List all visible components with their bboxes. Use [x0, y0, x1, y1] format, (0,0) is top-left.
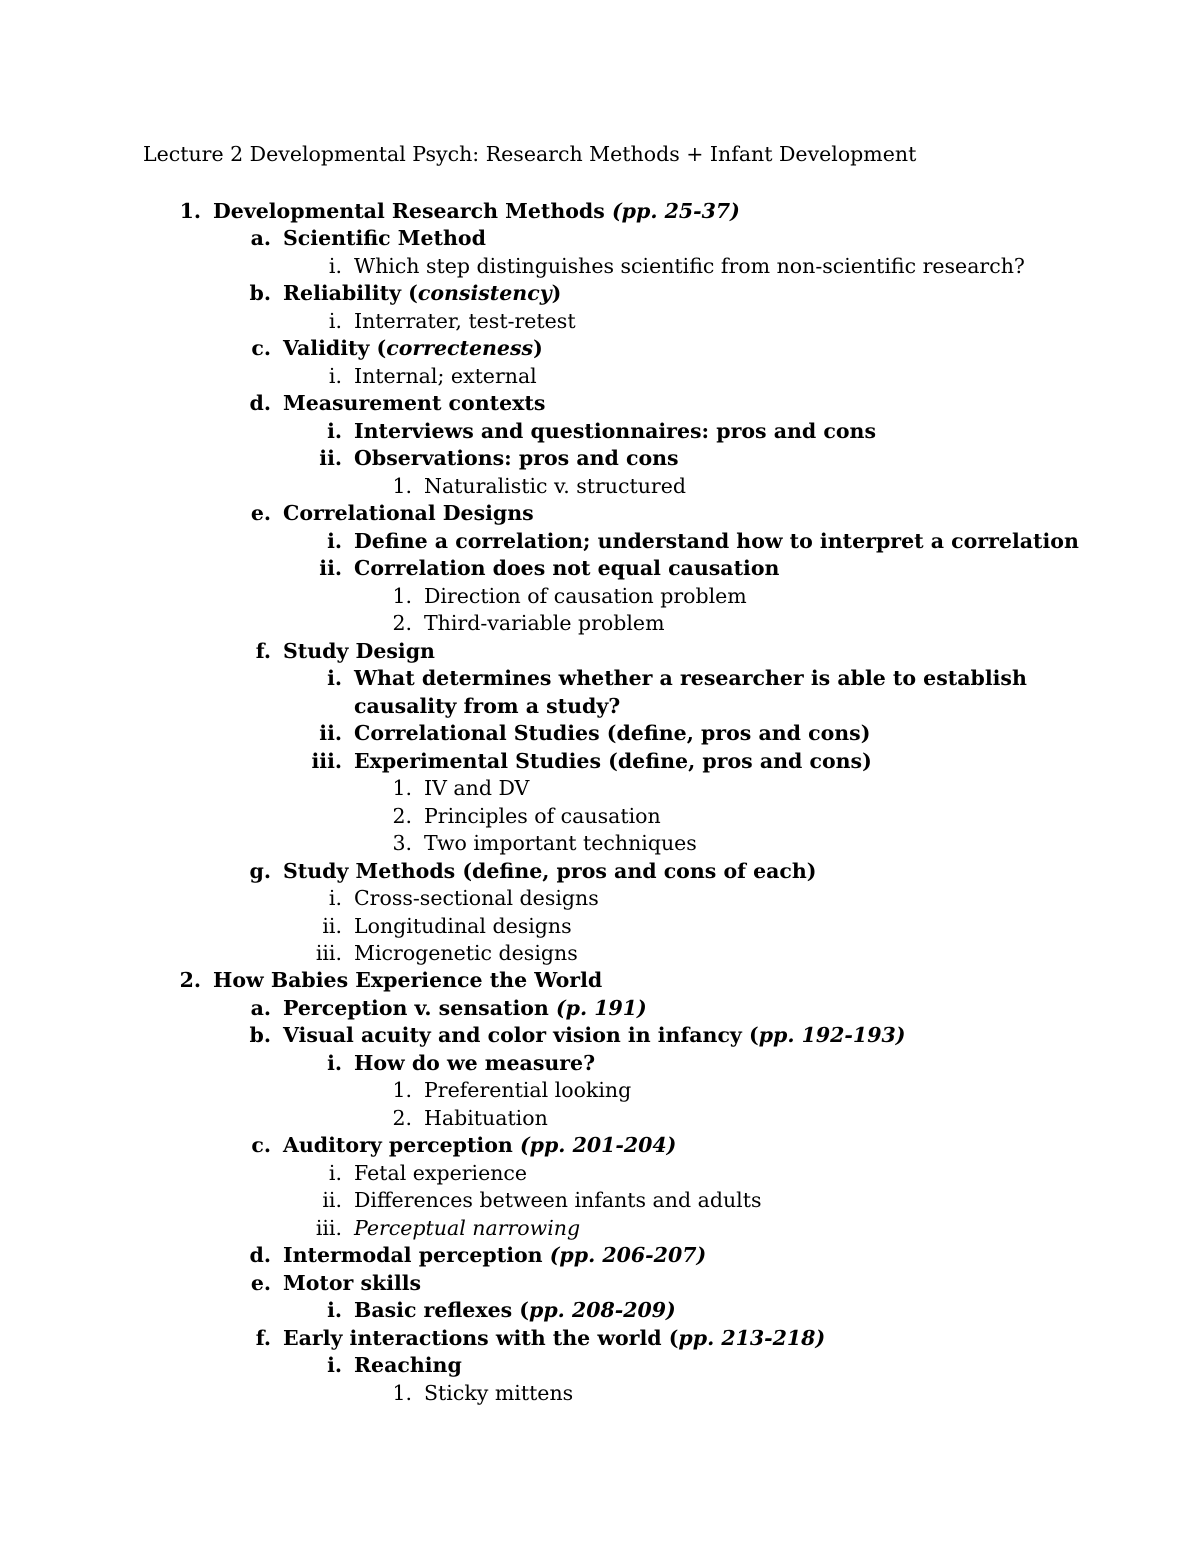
- outline-item-s1-f-ii: [284, 720, 870, 748]
- item-label: Interrater, test-retest: [354, 309, 576, 333]
- outline-item-s1-f-i-continuation: causality from a study?: [354, 694, 621, 718]
- item-number: 1.: [392, 584, 412, 608]
- item-label: Longitudinal designs: [354, 914, 572, 938]
- item-label: Microgenetic designs: [354, 941, 578, 965]
- item-label: Reaching: [354, 1353, 462, 1377]
- item-letter: a.: [250, 226, 271, 250]
- item-label: Differences between infants and adults: [354, 1188, 762, 1212]
- page-reference: pp. 208-209): [529, 1298, 676, 1322]
- item-numeral: i.: [327, 419, 342, 443]
- item-label: Two important techniques: [424, 831, 697, 855]
- item-numeral: i.: [328, 1161, 342, 1185]
- item-label: Auditory perception: [283, 1133, 520, 1157]
- outline-item-s2: [143, 967, 602, 995]
- item-label: Perception v. sensation: [283, 996, 556, 1020]
- outline-item-s1-g-iii: [284, 940, 578, 968]
- outline-item-s1-e-ii-2: [354, 610, 665, 638]
- item-number: 1.: [179, 199, 201, 223]
- item-numeral: i.: [327, 1298, 342, 1322]
- item-numeral: ii.: [319, 446, 342, 470]
- item-letter: b.: [249, 281, 271, 305]
- item-numeral: i.: [327, 1051, 342, 1075]
- page-title: Lecture 2 Developmental Psych: Research Methods + Infant Development: [143, 142, 917, 166]
- outline-item-s1-e-ii: [284, 555, 779, 583]
- item-label: Intermodal perception: [283, 1243, 550, 1267]
- item-label: Naturalistic v. structured: [424, 474, 686, 498]
- outline-item-s1-e-ii-1: [354, 583, 747, 611]
- item-letter: f.: [255, 1326, 271, 1350]
- item-label: Cross-sectional designs: [354, 886, 599, 910]
- item-label: Interviews and questionnaires: pros and cons: [354, 419, 876, 443]
- item-label: Preferential looking: [424, 1078, 632, 1102]
- outline-item-s2-c: [213, 1132, 676, 1160]
- item-label: Internal; external: [354, 364, 537, 388]
- item-numeral: i.: [328, 364, 342, 388]
- item-label: Perceptual narrowing: [354, 1216, 581, 1240]
- outline-item-s2-b-i-2: [354, 1105, 548, 1133]
- outline-item-s1-f-i: [284, 665, 1027, 693]
- item-label: Habituation: [424, 1106, 548, 1130]
- item-label: Motor skills: [283, 1271, 422, 1295]
- outline-item-s1-f: [213, 638, 435, 666]
- item-letter: e.: [250, 501, 271, 525]
- item-numeral: i.: [328, 886, 342, 910]
- item-label-emphasis: consistency: [417, 281, 552, 305]
- item-number: 1.: [392, 1381, 412, 1405]
- page-reference: (pp. 25-37): [611, 199, 740, 223]
- item-label: Observations: pros and cons: [354, 446, 679, 470]
- item-numeral: iii.: [315, 1216, 342, 1240]
- item-label: Measurement contexts: [283, 391, 546, 415]
- outline-item-s1-e-i: [284, 528, 1079, 556]
- item-label: Fetal experience: [354, 1161, 528, 1185]
- item-label: Experimental Studies (define, pros and cons): [354, 749, 872, 773]
- item-numeral: ii.: [322, 1188, 342, 1212]
- outline-item-s1-d-ii-1: [354, 473, 686, 501]
- outline-item-s2-c-iii: [284, 1215, 580, 1243]
- item-label: Principles of causation: [424, 804, 661, 828]
- outline-item-s2-e: [213, 1270, 421, 1298]
- outline-item-s1-b-i: [284, 308, 576, 336]
- item-numeral: i.: [327, 666, 342, 690]
- outline-item-s1-a: [213, 225, 486, 253]
- item-letter: d.: [249, 391, 271, 415]
- outline-item-s1-f-iii-1: [354, 775, 529, 803]
- item-label: Visual acuity and color vision in infancy (: [283, 1023, 759, 1047]
- item-label: Scientific Method: [283, 226, 486, 250]
- item-numeral: ii.: [319, 721, 342, 745]
- item-letter: e.: [250, 1271, 271, 1295]
- outline-item-s1-g: [213, 858, 816, 886]
- item-label: Correlational Studies (define, pros and cons): [354, 721, 871, 745]
- outline-item-s1-f-iii: [284, 748, 872, 776]
- item-label: Reliability (: [283, 281, 418, 305]
- item-label: Which step distinguishes scientific from non-scientific research?: [354, 254, 1025, 278]
- outline-item-s2-e-i: [284, 1297, 676, 1325]
- outline-item-s1-c-i: [284, 363, 537, 391]
- item-label: Direction of causation problem: [424, 584, 747, 608]
- outline-item-s2-b-i-1: [354, 1077, 631, 1105]
- outline-item-s2-b-i: [284, 1050, 595, 1078]
- outline-item-s1-d-ii: [284, 445, 679, 473]
- page-reference: (p. 191): [555, 996, 647, 1020]
- outline-item-s2-f-i: [284, 1352, 462, 1380]
- outline-item-s1-d-i: [284, 418, 876, 446]
- item-numeral: i.: [327, 529, 342, 553]
- outline-item-s2-f-i-1: [354, 1380, 573, 1408]
- item-label: Basic reflexes (: [354, 1298, 529, 1322]
- item-label: Validity (: [283, 336, 387, 360]
- item-label: Correlational Designs: [283, 501, 534, 525]
- outline-item-s2-d: [213, 1242, 706, 1270]
- item-letter: d.: [249, 1243, 271, 1267]
- item-number: 3.: [392, 831, 412, 855]
- outline-item-s1-f-iii-2: [354, 803, 661, 831]
- item-label: Developmental Research Methods: [213, 199, 612, 223]
- item-letter: c.: [251, 1133, 271, 1157]
- outline-item-s1-g-i: [284, 885, 599, 913]
- item-numeral: i.: [327, 1353, 342, 1377]
- item-number: 1.: [392, 776, 412, 800]
- item-letter: a.: [250, 996, 271, 1020]
- item-label: Define a correlation; understand how to interpret a correlation: [354, 529, 1079, 553]
- item-number: 2.: [179, 968, 201, 992]
- outline-item-s1-d: [213, 390, 545, 418]
- outline-item-s1-g-ii: [284, 913, 572, 941]
- page-reference: (pp. 201-204): [519, 1133, 677, 1157]
- item-label: What determines whether a researcher is able to establish: [354, 666, 1027, 690]
- item-number: 2.: [392, 1106, 412, 1130]
- item-number: 2.: [392, 804, 412, 828]
- item-label: How do we measure?: [354, 1051, 596, 1075]
- item-number: 1.: [392, 1078, 412, 1102]
- item-letter: c.: [251, 336, 271, 360]
- outline-item-s2-b: [213, 1022, 905, 1050]
- outline-item-s2-a: [213, 995, 647, 1023]
- item-numeral: ii.: [319, 556, 342, 580]
- item-label: IV and DV: [424, 776, 530, 800]
- item-numeral: iii.: [315, 941, 342, 965]
- item-letter: g.: [249, 859, 271, 883]
- item-label-close: ): [551, 281, 562, 305]
- item-label-close: ): [533, 336, 543, 360]
- outline-item-s1-a-i: [284, 253, 1025, 281]
- item-label: Sticky mittens: [424, 1381, 574, 1405]
- outline-item-s1-e: [213, 500, 534, 528]
- page-reference: pp. 192-193): [758, 1023, 906, 1047]
- item-numeral: i.: [328, 254, 342, 278]
- item-label: Study Methods (define, pros and cons of each): [283, 859, 817, 883]
- outline-item-s2-f: [213, 1325, 825, 1353]
- item-numeral: i.: [328, 309, 342, 333]
- outline-item-s1-f-iii-3: [354, 830, 697, 858]
- item-numeral: ii.: [322, 914, 342, 938]
- item-label: Third-variable problem: [424, 611, 665, 635]
- item-number: 2.: [392, 611, 412, 635]
- item-label: Correlation does not equal causation: [354, 556, 780, 580]
- outline-item-s2-c-i: [284, 1160, 527, 1188]
- item-label: Early interactions with the world (: [283, 1326, 679, 1350]
- outline-item-s2-c-ii: [284, 1187, 761, 1215]
- item-label: How Babies Experience the World: [213, 968, 603, 992]
- item-letter: f.: [255, 639, 271, 663]
- item-label: Study Design: [283, 639, 435, 663]
- outline-item-s1: [143, 198, 740, 226]
- outline-item-s1-c: [213, 335, 543, 363]
- item-letter: b.: [249, 1023, 271, 1047]
- item-label-emphasis: correcteness: [386, 336, 534, 360]
- outline-item-s1-b: [213, 280, 561, 308]
- page-reference: (pp. 206-207): [549, 1243, 707, 1267]
- item-number: 1.: [392, 474, 412, 498]
- item-numeral: iii.: [311, 749, 342, 773]
- page-reference: pp. 213-218): [678, 1326, 826, 1350]
